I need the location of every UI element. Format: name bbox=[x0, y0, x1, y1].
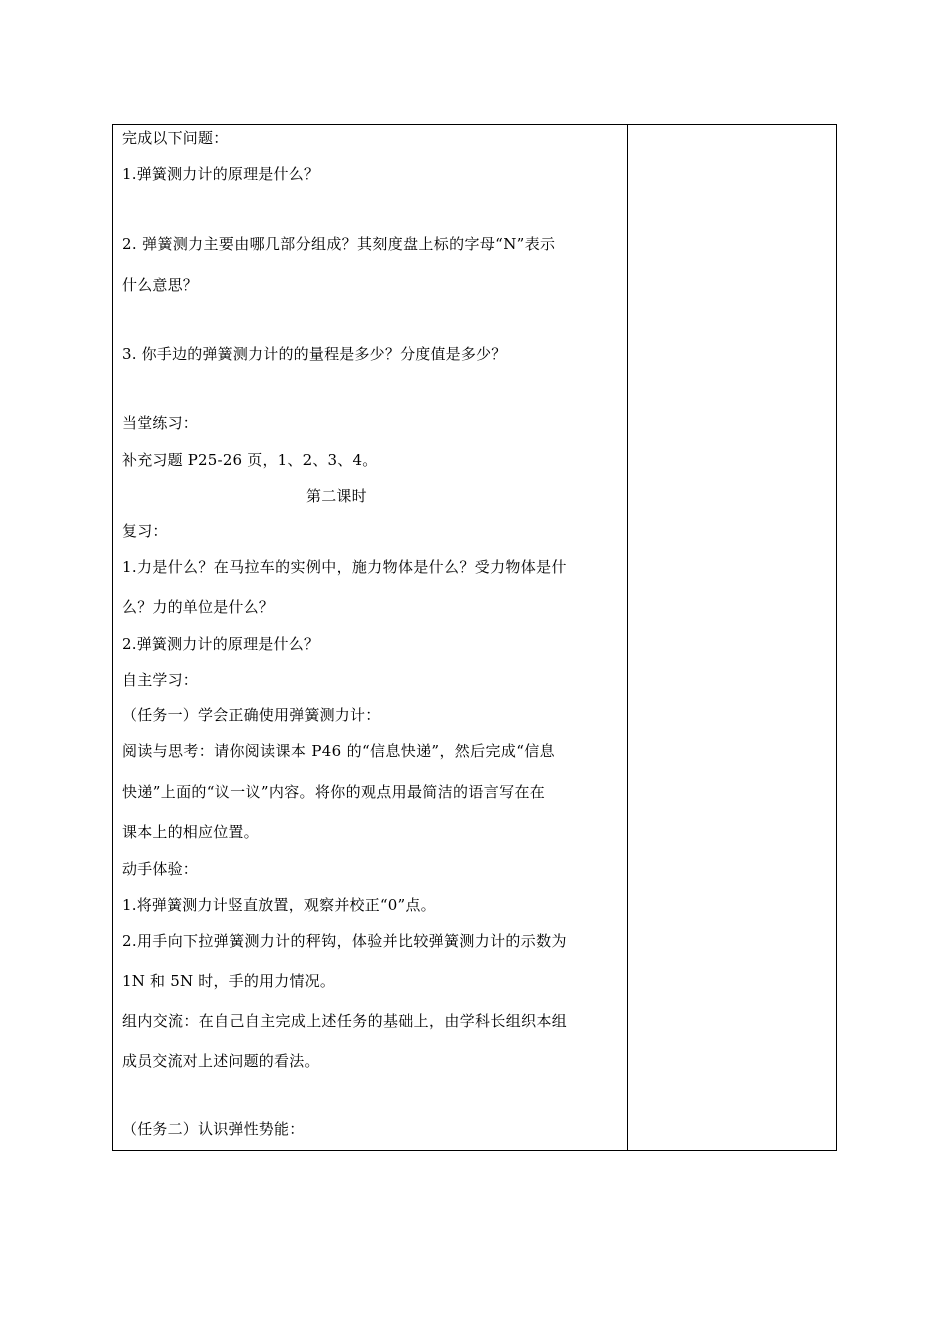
text-line: 课本上的相应位置。 bbox=[122, 823, 259, 841]
text-line: （任务二）认识弹性势能： bbox=[122, 1120, 305, 1138]
text-line: 3. 你手边的弹簧测力计的的量程是多少？分度值是多少？ bbox=[122, 345, 507, 363]
text-line: 1.弹簧测力计的原理是什么？ bbox=[122, 165, 320, 183]
section-heading: 第二课时 bbox=[306, 487, 367, 505]
text-line: 2. 弹簧测力主要由哪几部分组成？其刻度盘上标的字母“N”表示 bbox=[122, 235, 556, 253]
text-line: 阅读与思考：请你阅读课本 P46 的“信息快递”，然后完成“信息 bbox=[122, 742, 555, 760]
text-line: 成员交流对上述问题的看法。 bbox=[122, 1052, 320, 1070]
text-line: 自主学习： bbox=[122, 671, 199, 689]
text-line: 2.弹簧测力计的原理是什么？ bbox=[122, 635, 320, 653]
text-line: 完成以下问题： bbox=[122, 129, 229, 147]
text-line: 动手体验： bbox=[122, 860, 199, 878]
text-line: 1.将弹簧测力计竖直放置，观察并校正“0”点。 bbox=[122, 896, 436, 914]
text-line: （任务一）学会正确使用弹簧测力计： bbox=[122, 706, 381, 724]
text-line: 么？力的单位是什么？ bbox=[122, 598, 275, 616]
text-line: 补充习题 P25-26 页，1、2、3、4。 bbox=[122, 451, 378, 469]
text-line: 当堂练习： bbox=[122, 414, 199, 432]
text-line: 组内交流：在自己自主完成上述任务的基础上，由学科长组织本组 bbox=[122, 1012, 568, 1030]
text-line: 复习： bbox=[122, 522, 168, 540]
text-line: 2.用手向下拉弹簧测力计的秤钩，体验并比较弹簧测力计的示数为 bbox=[122, 932, 567, 950]
text-line: 什么意思？ bbox=[122, 276, 199, 294]
text-line: 快递”上面的“议一议”内容。将你的观点用最简洁的语言写在在 bbox=[122, 783, 546, 801]
text-line: 1N 和 5N 时，手的用力情况。 bbox=[122, 972, 336, 990]
text-line: 1.力是什么？在马拉车的实例中，施力物体是什么？受力物体是什 bbox=[122, 558, 567, 576]
table-column-divider bbox=[627, 124, 628, 1151]
